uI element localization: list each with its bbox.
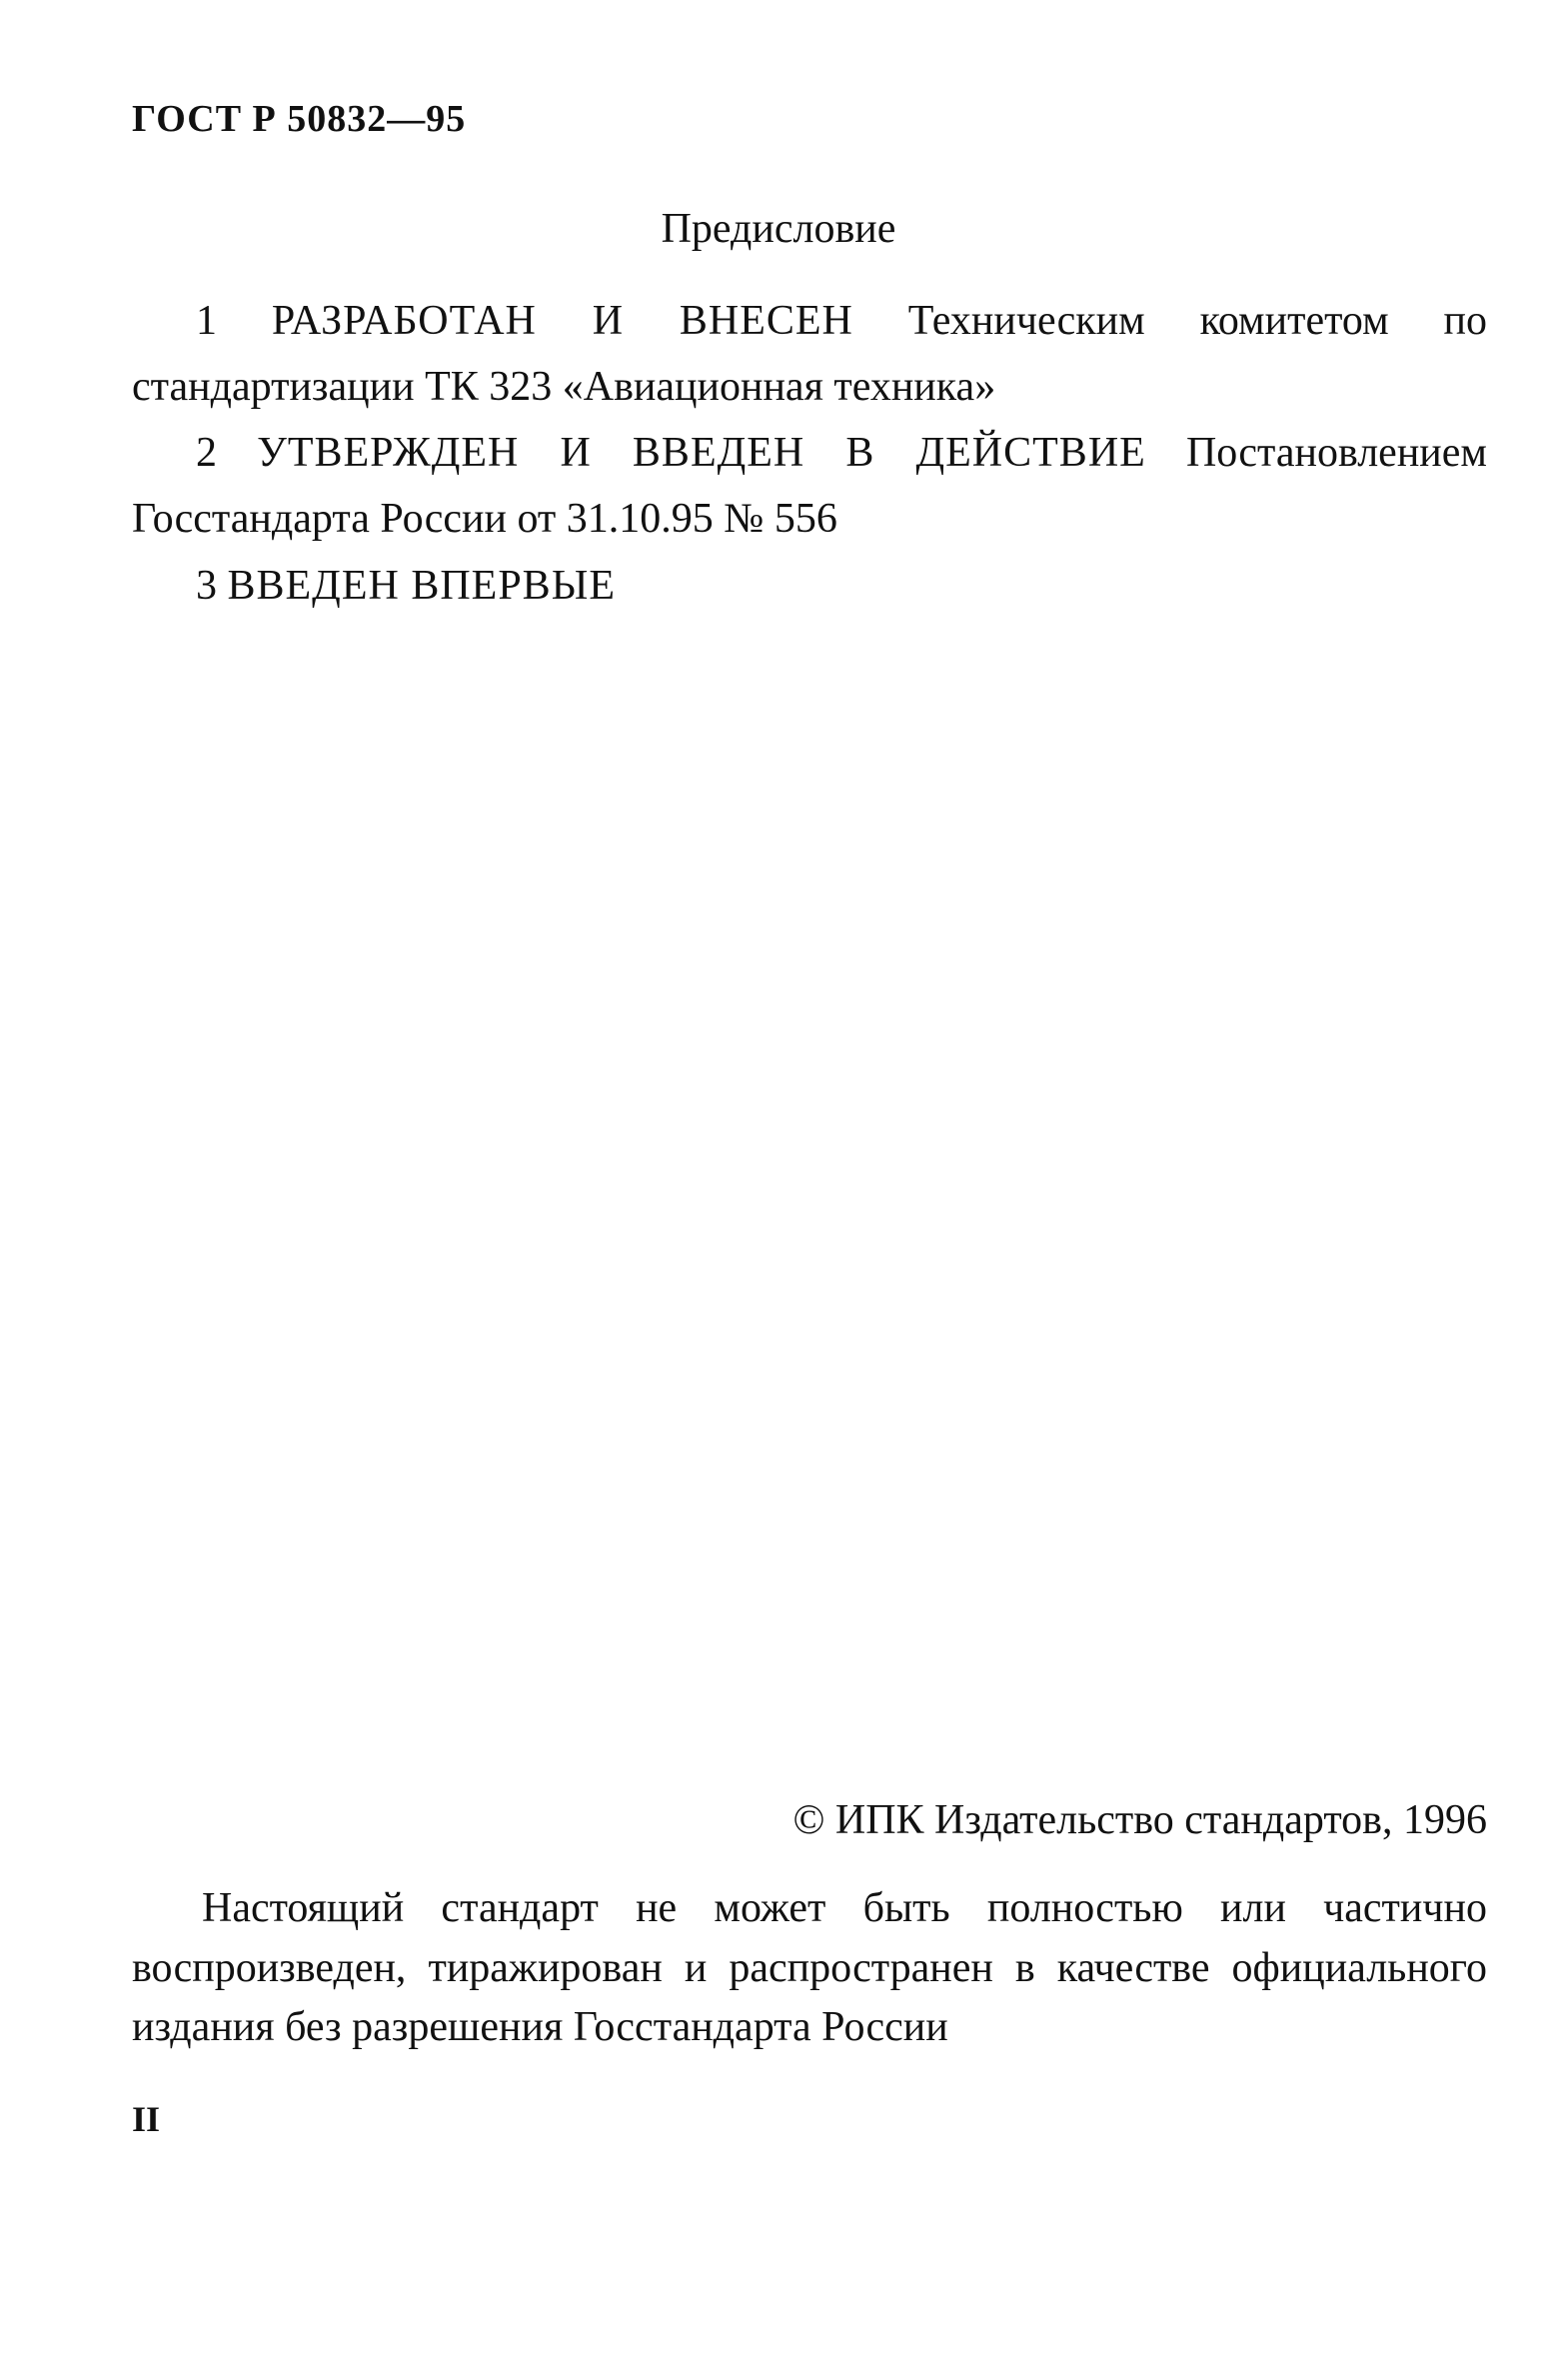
reproduction-notice: Настоящий стандарт не может быть полностью или частично воспроизведен, тиражирован и распространен в качестве официального издания без разрешения Госстандарта России [132,1885,1487,2051]
item-caps: РАЗРАБОТАН И ВНЕСЕН [271,298,853,344]
foreword-item-1 [132,288,1487,421]
item-number: 1 [196,298,217,344]
foreword-item-3 [132,553,1487,619]
item-caps: ВВЕДЕН ВПЕРВЫЕ [227,563,616,609]
page-number: II [132,2099,161,2139]
item-text: Техническим комитетом по стандартизации ТК 323 «Авиационная техника» [132,298,1487,411]
item-caps: УТВЕРЖДЕН И ВВЕДЕН В ДЕЙСТВИЕ [257,430,1146,476]
copyright-line: © ИПК Издательство стандартов, 1996 [792,1797,1487,1843]
item-text: Постановлением Госстандарта России от 31.10.95 № 556 [132,430,1487,543]
item-number: 3 [196,563,217,609]
document-code: ГОСТ Р 50832—95 [132,98,467,140]
item-number: 2 [196,430,217,476]
foreword-item-2 [132,420,1487,553]
page-title: Предисловие [661,206,896,252]
